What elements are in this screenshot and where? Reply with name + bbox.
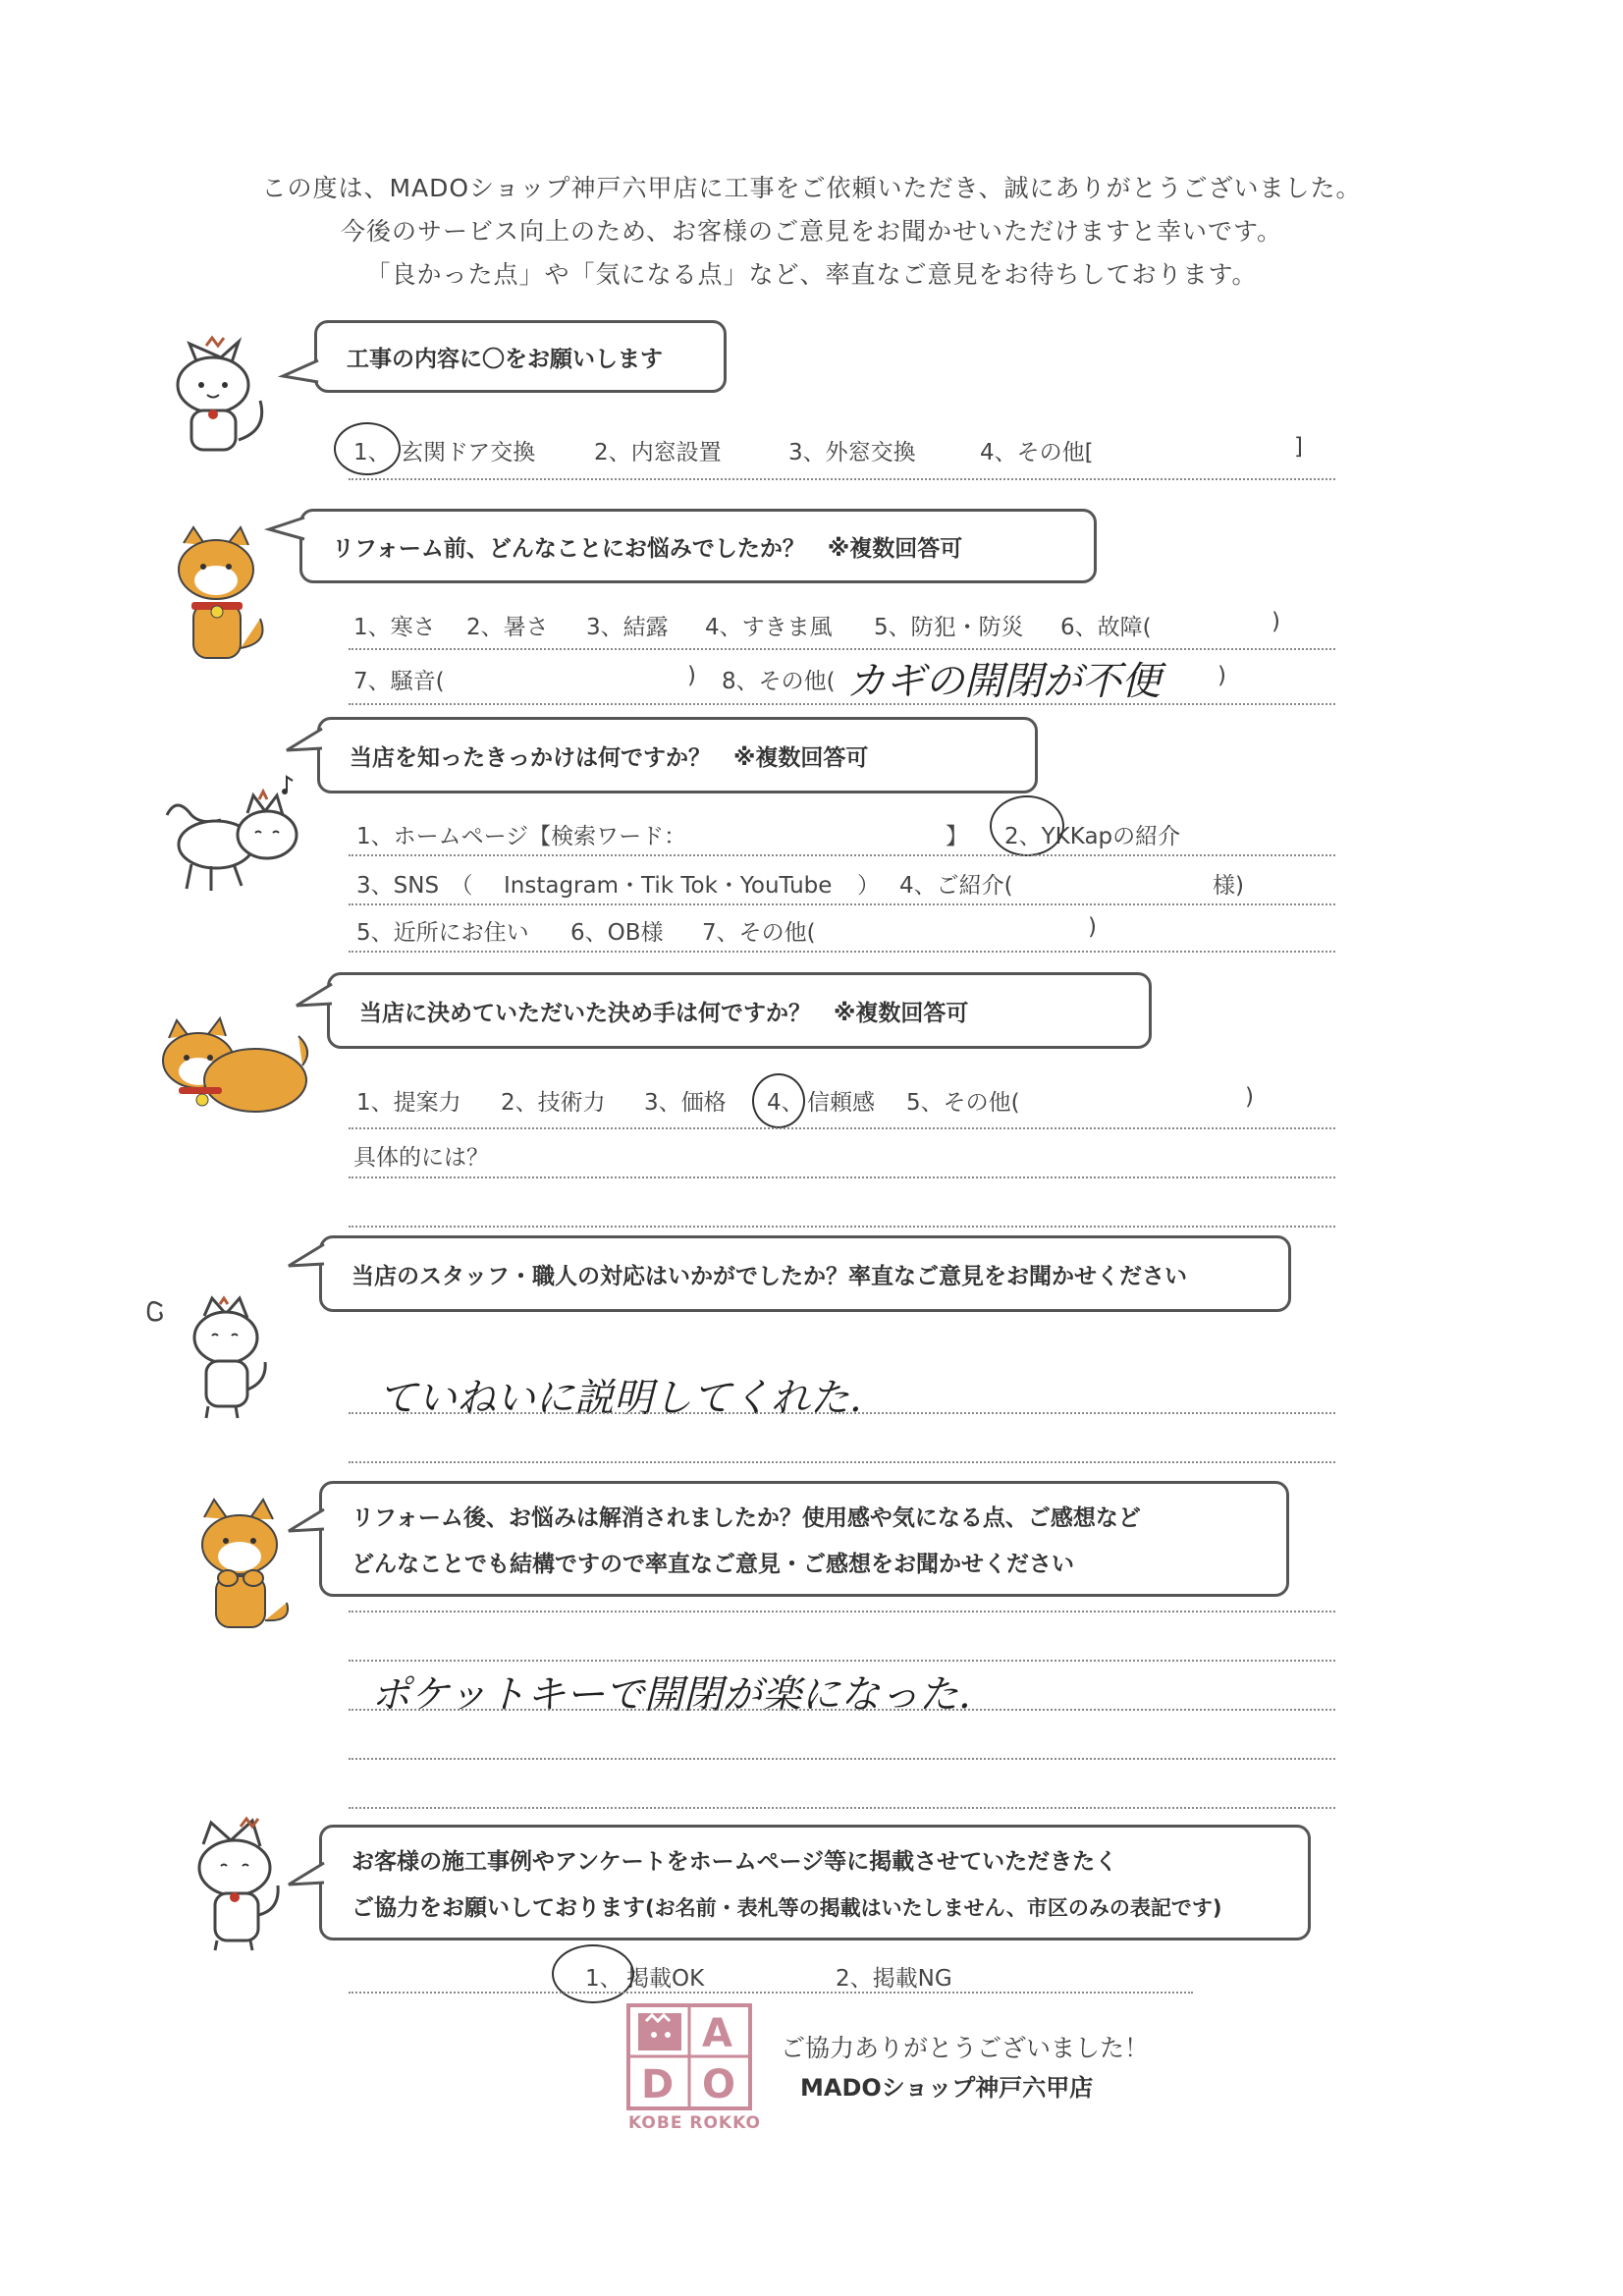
q7-option-ok-number[interactable]: 1、 (585, 1966, 622, 1992)
q6-underline-2 (349, 1660, 1335, 1662)
logo-letter-d: D (641, 2062, 675, 2107)
q6-underline-4 (349, 1758, 1335, 1760)
q1-option-2[interactable]: 2、内窓設置 (594, 440, 722, 465)
bubble-tail (295, 982, 334, 1011)
q2-option-noise[interactable]: 7、騒音( (353, 669, 445, 694)
q2-option-noise-close: ) (687, 663, 696, 688)
footer-shop-name: MADOショップ神戸六甲店 (800, 2074, 1094, 2102)
q4-option-trust-number[interactable]: 4、 (767, 1090, 804, 1116)
q6-title-line-1: リフォーム後、お悩みは解消されましたか？使用感や気になる点、ご感想など (352, 1505, 1141, 1531)
q6-title-line-2: どんなことでも結構ですので率直なご意見・ご感想をお聞かせください (352, 1552, 1074, 1577)
q4-option-other-close: ) (1245, 1084, 1254, 1110)
q1-option-4-close: ] (1294, 434, 1303, 460)
logo-letter-a: A (702, 2011, 732, 2056)
q6-underline-1 (349, 1611, 1335, 1613)
q3-title: 当店を知ったきっかけは何ですか？ ※複数回答可 (350, 744, 869, 771)
q7-option-ok[interactable]: 掲載OK (626, 1966, 705, 1992)
q7-option-ng[interactable]: 2、掲載NG (836, 1966, 952, 1992)
q1-underline (349, 478, 1335, 480)
shiba-dog-mascot-icon (157, 1016, 314, 1129)
q5-underline-1 (349, 1412, 1335, 1414)
q6-underline-5 (349, 1807, 1335, 1809)
q3-row-1 (356, 818, 1338, 847)
bubble-tail (287, 1861, 326, 1890)
q7-title-line-2-bold: ご協力をお願いしております (352, 1895, 645, 1921)
q4-option-other[interactable]: 5、その他( (906, 1090, 1020, 1116)
bubble-tail (287, 1507, 326, 1537)
q2-option-heat[interactable]: 2、暑さ (466, 615, 549, 640)
q3-row-3 (356, 914, 1338, 944)
q3-row-2 (356, 867, 1338, 897)
q4-detail-underline-1 (349, 1176, 1335, 1178)
footer-thanks: ご協力ありがとうございました！ (781, 2034, 1150, 2062)
q1-title-bubble (314, 320, 727, 393)
q3-row-1-underline (349, 854, 1335, 856)
q7-selected-circle (552, 1944, 634, 2003)
q2-option-security[interactable]: 5、防犯・防災 (874, 615, 1024, 640)
q4-detail-label: 具体的には？ (353, 1145, 489, 1171)
q7-options (585, 1960, 1076, 1990)
q4-row-1-underline (349, 1127, 1335, 1129)
q6-handwritten-answer[interactable]: ポケットキーで開閉が楽になった. (371, 1672, 971, 1718)
bubble-tail (281, 358, 320, 388)
cat-mascot-icon (137, 1296, 295, 1424)
q3-option-sns[interactable]: 3、SNS （ (356, 873, 473, 899)
q3-row-3-underline (349, 951, 1335, 953)
q3-title-bubble (317, 717, 1038, 793)
q2-row-1 (353, 609, 1335, 638)
q5-handwritten-answer[interactable]: ていねいに説明してくれた. (378, 1376, 862, 1421)
q2-option-breakdown[interactable]: 6、故障( (1060, 615, 1152, 640)
q3-row-2-underline (349, 903, 1335, 905)
q1-option-4[interactable]: 4、その他[ (980, 440, 1094, 465)
q4-title-bubble (327, 972, 1152, 1049)
cat-mascot-icon (157, 786, 304, 899)
q2-option-cold[interactable]: 1、寒さ (353, 615, 436, 640)
intro-line-2: 今後のサービス向上のため、お客様のご意見をお聞かせいただけますと幸いです。 (340, 217, 1282, 246)
q3-option-other[interactable]: 7、その他( (702, 920, 816, 946)
q5-title-bubble (319, 1235, 1291, 1312)
q4-detail-underline-2 (349, 1226, 1335, 1228)
q2-row-2 (353, 663, 1335, 692)
q1-option-1-number[interactable]: 1、 (353, 440, 391, 465)
bubble-tail (267, 516, 306, 545)
intro-line-3: 「良かった点」や「気になる点」など、率直なご意見をお待ちしております。 (365, 260, 1258, 289)
q7-title-line-2 (352, 1889, 1278, 1922)
q2-row-2-underline (349, 703, 1335, 705)
q3-option-ykkap[interactable]: 2、YKKapの紹介 (1004, 824, 1181, 849)
q1-option-3[interactable]: 3、外窓交換 (788, 440, 916, 465)
q3-selected-circle (990, 795, 1064, 856)
q4-option-trust[interactable]: 信頼感 (807, 1090, 875, 1116)
q7-title-line-1: お客様の施工事例やアンケートをホームページ等に掲載させていただきたく (352, 1849, 1118, 1875)
q2-option-other-close: ) (1217, 663, 1226, 688)
q2-option-breakdown-close: ) (1271, 609, 1280, 634)
q1-selected-circle (334, 422, 401, 475)
q4-title: 当店に決めていただいた決め手は何ですか？ ※複数回答可 (359, 1000, 969, 1026)
cat-mascot-icon (162, 334, 280, 462)
q6-underline-3 (349, 1709, 1335, 1711)
q4-option-price[interactable]: 3、価格 (644, 1090, 727, 1116)
q3-option-referral[interactable]: 4、ご紹介( (899, 873, 1013, 899)
logo-letter-o: O (702, 2062, 736, 2107)
q1-option-1[interactable]: 玄関ドア交換 (401, 440, 536, 465)
intro-line-1: この度は、MADOショップ神戸六甲店に工事をご依頼いただき、誠にありがとうございました。 (261, 174, 1362, 202)
q3-option-homepage[interactable]: 1、ホームページ【検索ワード： (356, 824, 687, 849)
q2-option-other[interactable]: 8、その他( (722, 669, 836, 694)
q2-handwritten-answer[interactable]: カギの開閉が不便 (846, 659, 1161, 704)
q2-row-1-underline (349, 648, 1335, 650)
q4-option-proposal[interactable]: 1、提案力 (356, 1090, 461, 1116)
q7-title-bubble (319, 1825, 1311, 1941)
q1-options (353, 434, 1335, 464)
q3-option-neighbor[interactable]: 5、近所にお住い (356, 920, 529, 946)
q2-title: リフォーム前、どんなことにお悩みでしたか？ ※複数回答可 (332, 535, 963, 562)
q4-row-1 (356, 1084, 1338, 1114)
q3-option-homepage-close: 】 (946, 824, 968, 849)
q7-title-line-2-note: (お名前・表札等の掲載はいたしません、市区のみの表記です) (645, 1896, 1222, 1920)
bubble-tail (287, 1242, 326, 1272)
logo-subtitle: KOBE ROKKO (628, 2113, 761, 2133)
bubble-tail (285, 727, 324, 756)
q2-option-draft[interactable]: 4、すきま風 (705, 615, 833, 640)
q4-option-technique[interactable]: 2、技術力 (501, 1090, 606, 1116)
q2-title-bubble (299, 509, 1097, 583)
q5-underline-2 (349, 1461, 1335, 1463)
q4-selected-circle (752, 1073, 805, 1128)
q3-sns-platforms: Instagram・Tik Tok・YouTube (504, 873, 833, 899)
q5-title: 当店のスタッフ・職人の対応はいかがでしたか？率直なご意見をお聞かせください (352, 1263, 1187, 1289)
q7-underline (349, 1992, 1193, 1994)
q2-option-condensation[interactable]: 3、結露 (586, 615, 669, 640)
cat-mascot-icon (191, 1817, 299, 1954)
shiba-dog-mascot-icon (162, 525, 280, 668)
q3-option-ob[interactable]: 6、OB様 (570, 920, 664, 946)
q3-sns-close: ） (857, 873, 880, 899)
q3-option-referral-close: 様) (1213, 873, 1244, 899)
q6-title-bubble (319, 1481, 1289, 1597)
q1-title: 工事の内容に〇をお願いします (347, 346, 663, 372)
q3-option-other-close: ) (1088, 914, 1097, 940)
